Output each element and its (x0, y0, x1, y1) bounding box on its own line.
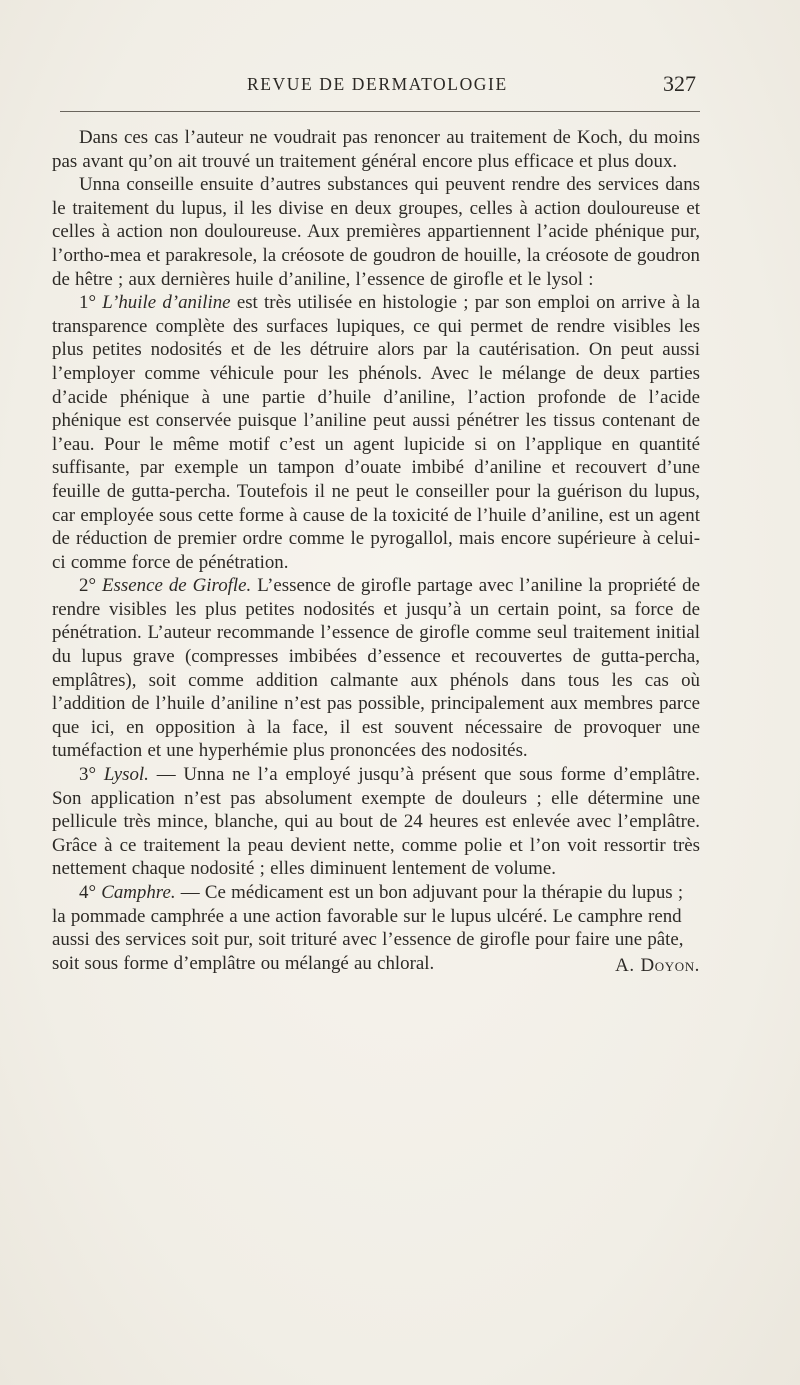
item-text: — Unna ne l’a employé jusqu’à présent que sous forme d’emplâtre. Son application n’est pas absolument exempte de douleurs ; elle détermine une pellicule très mince, blanche, qui au bout de 24 heures est enlevée avec l’emplâtre. Grâce à ce traitement la peau devient nette, comme polie et l’on voit ressortir très nettement chaque nodosité ; elles diminuent lentement de volume. (52, 764, 700, 880)
page-number: 327 (663, 71, 696, 96)
item-text: L’essence de girofle partage avec l’aniline la propriété de rendre visibles les plus petites nodosités et jusqu’à un certain point, sa force de pénétration. L’auteur recommande l’essence de girofle comme seul traitement initial du lupus grave (compresses imbibées d’essence et recouvertes de gutta-percha, emplâtres), soit comme addition calmante aux phénols dans tous les cas où l’addition de l’huile d’aniline n’est pas possible, principalement aux membres parce que ici, en opposition à la face, il est souvent nécessaire de provoquer une tuméfaction et une hyperhémie plus prononcées des nodosités. (52, 575, 700, 762)
item-number: 4° (79, 882, 96, 903)
item-title: Camphre. (101, 882, 176, 903)
paragraph-4 (52, 574, 700, 763)
item-title: Essence de Girofle. (102, 575, 252, 597)
header-rule (60, 111, 700, 112)
page-header (55, 70, 700, 100)
paragraph-3 (52, 291, 700, 574)
paragraph-1: Dans ces cas l’auteur ne voudrait pas renoncer au traitement de Koch, du moins pas avant qu’on ait trouvé un traitement général encore plus efficace et plus doux. (52, 127, 700, 172)
paragraph-6 (52, 881, 700, 975)
running-title: REVUE DE DERMATOLOGIE (247, 74, 508, 94)
paragraph-5 (52, 763, 700, 881)
item-number: 3° (79, 764, 96, 786)
item-number: 1° (79, 292, 96, 314)
item-text: est très utilisée en histologie ; par son emploi on arrive à la transparence complète des surfaces lupiques, ce qui permet de rendre visibles les plus petites nodosités et de les détruire alors par la cautérisation. On peut aussi l’employer comme véhicule pour les phénols. Avec le mélange de deux parties d’acide phénique à une partie d’huile d’aniline, l’action profonde de l’acide phénique est conservée puisque l’aniline peut aussi pénétrer les tissus contenant de l’eau. Pour le même motif c’est un agent lupicide si on l’applique en quantité suffisante, par exemple un tampon d’ouate imbibé d’aniline et recouvert d’une feuille de gutta-percha. Toutefois il ne peut le conseiller pour la guérison du lupus, car employée sous cette forme à cause de la toxicité de l’huile d’aniline, est un agent de réduction de premier ordre comme le pyrogallol, mais encore supérieure à celui-ci comme force de pénétration. (52, 292, 700, 573)
article-body (52, 126, 700, 977)
paragraph-2: Unna conseille ensuite d’autres substances qui peuvent rendre des services dans le traitement du lupus, il les divise en deux groupes, celles à action douloureuse et celles à action non douloureuse. Aux premières appartiennent l’acide phénique pur, l’ortho-mea et parakresole, la créosote de goudron de houille, la créosote de goudron de hêtre ; aux dernières huile d’aniline, l’essence de girofle et le lysol : (52, 174, 700, 290)
item-title: Lysol. (103, 764, 149, 786)
author-signature: A. Doyon. (615, 954, 700, 976)
item-number: 2° (79, 575, 96, 597)
item-title: L’huile d’aniline (102, 292, 231, 314)
item-text: — Ce médicament est un bon adjuvant pour la thérapie du lupus ; la pommade camphrée a une action favorable sur le lupus ulcéré. Le camphre rend aussi des services soit pur, soit trituré avec l’essence de girofle pour faire une pâte, soit sous forme d’emplâtre ou mélangé au chloral. (52, 882, 684, 974)
